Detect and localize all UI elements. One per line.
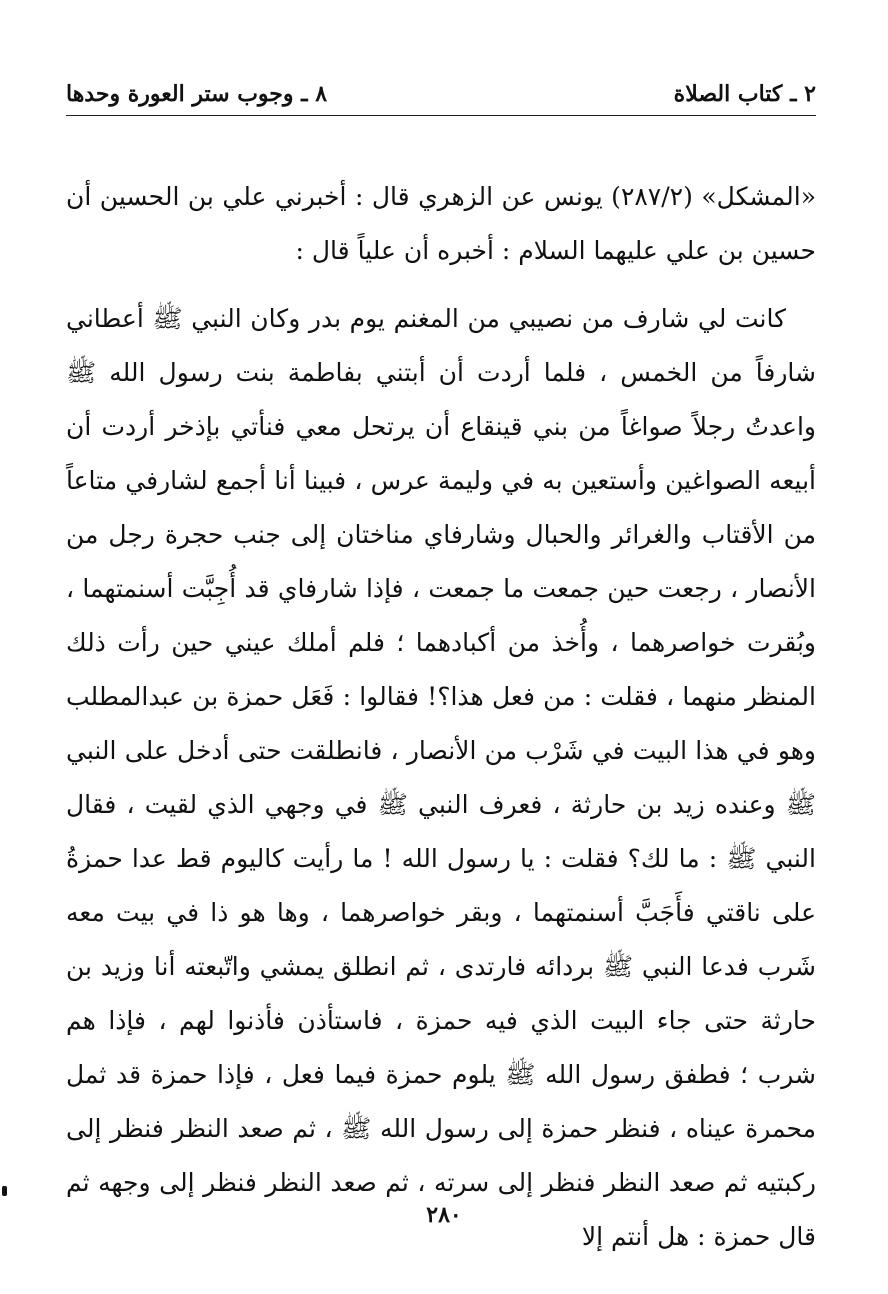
chapter-title: ٢ ـ كتاب الصلاة xyxy=(673,81,816,107)
hadith-matn-paragraph: كانت لي شارف من نصيبي من المغنم يوم بدر وكان النبي ﷺ أعطاني شارفاً من الخمس ، فلما أردت أن أبتني بفاطمة بنت رسول الله ﷺ واعدتُ رجلاً صواغاً من بني قينقاع أن يرتحل معي فنأتي بإذخر أردت أن أبيعه الصواغين وأستعين به في وليمة عرس ، فبينا أنا أجمع لشارفي متاعاً من الأقتاب والغرائر والحبال وشارفاي مناختان إلى جنب حجرة رجل من الأنصار ، رجعت حين جمعت ما جمعت ، فإذا شارفاي قد أُجِبَّت أسنمتهما ، وبُقرت خواصرهما ، وأُخذ من أكبادهما ؛ فلم أملك عيني حين رأت ذلك المنظر منهما ، فقلت : من فعل هذا؟! فقالوا : فَعَل حمزة بن عبدالمطلب وهو في هذا البيت في شَرْب من الأنصار ، فانطلقت حتى أدخل على النبي ﷺ وعنده زيد بن حارثة ، فعرف النبي ﷺ في وجهي الذي لقيت ، فقال النبي ﷺ : ما لك؟ فقلت : يا رسول الله ! ما رأيت كاليوم قط عدا حمزةُ على ناقتي فأَجَبَّ أسنمتهما ، وبقر خواصرهما ، وها هو ذا في بيت معه شَرب فدعا النبي ﷺ بردائه فارتدى ، ثم انطلق يمشي واتّبعته أنا وزيد بن حارثة حتى جاء البيت الذي فيه حمزة ، فاستأذن فأذنوا لهم ، فإذا هم شرب ؛ فطفق رسول الله ﷺ يلوم حمزة فيما فعل ، فإذا حمزة قد ثمل محمرة عيناه ، فنظر حمزة إلى رسول الله ﷺ ، ثم صعد النظر فنظر إلى ركبتيه ثم صعد النظر فنظر إلى سرته ، ثم صعد النظر فنظر إلى وجهه ثم قال حمزة : هل أنتم إلا xyxy=(66,304,816,1251)
section-title: ٨ ـ وجوب ستر العورة وحدها xyxy=(66,81,328,107)
main-text xyxy=(66,170,816,1264)
header-divider xyxy=(66,115,816,116)
running-header xyxy=(66,76,816,112)
hadith-isnad-paragraph: «المشكل» (٢٨٧/٢) يونس عن الزهري قال : أخبرني علي بن الحسين أن حسين بن علي عليهما السلام : أخبره أن علياً قال : xyxy=(66,182,816,265)
page-number: ٢٨٠ xyxy=(426,1202,462,1228)
scan-edge-mark xyxy=(2,1186,7,1196)
